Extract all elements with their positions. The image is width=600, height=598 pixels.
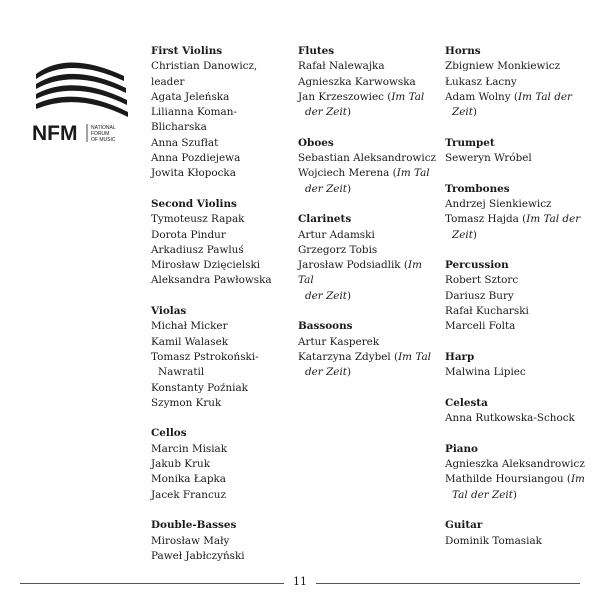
member-entry xyxy=(151,534,291,549)
member-name: Grzegorz Tobis xyxy=(298,243,378,256)
member-entry xyxy=(445,90,585,121)
member-line xyxy=(445,411,585,426)
member-line xyxy=(151,151,291,166)
member-entry xyxy=(298,350,438,381)
member-name: Jowita Kłopocka xyxy=(151,167,236,180)
member-name: Mirosław Dzięcielski xyxy=(151,259,261,272)
member-name: Agnieszka Karwowska xyxy=(298,75,416,88)
section xyxy=(445,136,585,167)
logo-line3: OF MUSIC xyxy=(91,137,116,143)
member-line xyxy=(151,488,291,503)
member-line xyxy=(298,75,438,90)
member-entry xyxy=(445,273,585,288)
member-name: Sebastian Aleksandrowicz xyxy=(298,152,437,165)
member-line xyxy=(151,136,291,151)
member-note: Im Tal xyxy=(298,259,422,287)
member-name: Katarzyna Zdybel ( xyxy=(298,350,399,363)
member-name: Jarosław Podsiadlik ( xyxy=(298,259,408,272)
member-entry xyxy=(445,75,585,90)
member-name: Jakub Kruk xyxy=(151,458,211,471)
member-note: der Zeit xyxy=(305,106,347,119)
section-title: Trombones xyxy=(445,182,510,195)
member-entry xyxy=(151,335,291,350)
member-note: Im Tal xyxy=(391,90,425,103)
member-name: Nawratil xyxy=(158,366,205,379)
member-note: Zeit xyxy=(452,106,473,119)
member-name: Monika Łapka xyxy=(151,473,226,486)
member-entry xyxy=(151,136,291,151)
member-line xyxy=(445,90,585,105)
member-line xyxy=(298,335,438,350)
member-name: Andrzej Sienkiewicz xyxy=(445,197,552,210)
section-title: Percussion xyxy=(445,259,509,272)
member-name: Lilianna Koman-Blicharska xyxy=(151,106,237,134)
member-line xyxy=(445,197,585,212)
member-name: Łukasz Łacny xyxy=(445,75,517,88)
page-number: 11 xyxy=(293,575,307,588)
member-entry xyxy=(151,319,291,334)
logo-abbr: NFM xyxy=(32,122,78,145)
section-title: Piano xyxy=(445,442,478,455)
logo-line2: FORUM xyxy=(91,131,110,137)
member-entry xyxy=(151,457,291,472)
section-title: Horns xyxy=(445,45,481,57)
column-strings xyxy=(151,44,291,579)
member-name: Konstanty Poźniak xyxy=(151,381,248,394)
member-line xyxy=(298,228,438,243)
member-name: Marcin Misiak xyxy=(151,442,228,455)
member-entry xyxy=(445,472,585,503)
member-entry xyxy=(298,335,438,350)
logo-waves-icon xyxy=(36,62,128,117)
member-line xyxy=(151,258,291,273)
member-entry xyxy=(445,365,585,380)
member-line xyxy=(151,59,291,90)
member-line xyxy=(151,212,291,227)
member-name: Arkadiusz Pawluś xyxy=(151,243,244,256)
member-name: Szymon Kruk xyxy=(151,396,222,409)
member-entry xyxy=(151,243,291,258)
member-line xyxy=(151,472,291,487)
member-entry xyxy=(298,151,438,166)
member-name: Mathilde Hoursiangou ( xyxy=(445,473,571,486)
section-title: Violas xyxy=(151,305,187,318)
member-name: Malwina Lipiec xyxy=(445,366,526,379)
nfm-logo xyxy=(28,44,138,154)
member-note: Im Tal der xyxy=(526,213,581,226)
member-line xyxy=(445,457,585,472)
member-line xyxy=(445,59,585,74)
member-line xyxy=(445,289,585,304)
member-line xyxy=(298,243,438,258)
member-name: Rafał Kucharski xyxy=(445,305,529,318)
member-line xyxy=(298,350,438,365)
member-line xyxy=(445,488,585,503)
member-line xyxy=(445,212,585,227)
member-entry xyxy=(298,228,438,243)
member-note: der Zeit xyxy=(305,289,347,302)
member-name: Artur Kasperek xyxy=(298,335,380,348)
member-note-close: ) xyxy=(472,106,477,119)
member-line xyxy=(151,442,291,457)
member-note-close: ) xyxy=(346,106,352,119)
section xyxy=(151,197,291,289)
section-title: Double-Basses xyxy=(151,519,237,532)
section xyxy=(151,44,291,182)
member-name: Adam Wolny ( xyxy=(445,90,518,103)
section xyxy=(445,350,585,381)
member-entry xyxy=(151,350,291,381)
member-entry xyxy=(298,258,438,304)
member-name: Anna Rutkowska-Schock xyxy=(445,412,575,425)
member-entry xyxy=(445,212,585,243)
member-line xyxy=(445,273,585,288)
member-entry xyxy=(151,105,291,136)
member-line xyxy=(151,381,291,396)
footer-rule-left xyxy=(20,583,284,584)
member-entry xyxy=(445,151,585,166)
member-entry xyxy=(151,442,291,457)
member-entry xyxy=(151,59,291,90)
member-entry xyxy=(445,457,585,472)
member-entry xyxy=(445,534,585,549)
section-title: Guitar xyxy=(445,519,483,532)
column-woodwinds xyxy=(298,44,438,396)
member-name: Tomasz Pstrokoński- xyxy=(151,350,259,363)
member-line xyxy=(151,228,291,243)
member-note: der Zeit xyxy=(305,366,347,379)
member-entry xyxy=(151,228,291,243)
member-name: Dominik Tomasiak xyxy=(445,534,542,547)
column-brass-percussion xyxy=(445,44,585,564)
member-line xyxy=(151,166,291,181)
member-name: Seweryn Wróbel xyxy=(445,152,532,165)
member-note: Zeit xyxy=(452,228,473,241)
section xyxy=(298,44,438,120)
section-title: Harp xyxy=(445,350,475,363)
member-note: Im xyxy=(570,473,585,486)
member-line xyxy=(298,59,438,74)
member-entry xyxy=(445,319,585,334)
member-line xyxy=(151,396,291,411)
member-line xyxy=(151,350,291,365)
member-line xyxy=(445,75,585,90)
member-line xyxy=(445,365,585,380)
section xyxy=(445,258,585,334)
member-note: Im Tal xyxy=(396,167,430,180)
member-line xyxy=(151,105,291,136)
member-entry xyxy=(151,488,291,503)
member-line xyxy=(298,105,438,120)
section-title: Cellos xyxy=(151,427,187,440)
member-name: Aleksandra Pawłowska xyxy=(151,274,272,287)
member-name: Paweł Jabłczyński xyxy=(151,549,245,562)
member-name: Michał Micker xyxy=(151,320,228,333)
member-name: Anna Pozdiejewa xyxy=(151,152,241,165)
section xyxy=(151,426,291,502)
member-entry xyxy=(445,197,585,212)
member-note-close: ) xyxy=(346,366,352,379)
section xyxy=(151,304,291,411)
section-title: Trumpet xyxy=(445,136,495,149)
member-note: Im Tal xyxy=(398,350,431,363)
member-line xyxy=(445,151,585,166)
member-line xyxy=(298,289,438,304)
member-entry xyxy=(151,258,291,273)
member-line xyxy=(298,151,438,166)
member-line xyxy=(298,365,438,380)
section xyxy=(445,518,585,549)
member-line xyxy=(151,243,291,258)
member-name: Robert Sztorc xyxy=(445,274,519,287)
section-title: Second Violins xyxy=(151,197,237,210)
section xyxy=(445,182,585,243)
member-name: Anna Szufłat xyxy=(151,136,219,149)
member-entry xyxy=(298,166,438,197)
member-note: Im Tal der xyxy=(517,90,572,103)
member-line xyxy=(445,228,585,243)
member-line xyxy=(151,90,291,105)
member-name: Artur Adamski xyxy=(298,228,375,241)
member-line xyxy=(151,457,291,472)
member-entry xyxy=(151,273,291,288)
member-line xyxy=(445,319,585,334)
member-name: Dariusz Bury xyxy=(445,289,514,302)
member-name: Christian Danowicz, leader xyxy=(151,60,258,88)
member-entry xyxy=(151,549,291,564)
member-entry xyxy=(151,212,291,227)
footer-rule-right xyxy=(316,583,580,584)
member-line xyxy=(151,335,291,350)
member-entry xyxy=(151,381,291,396)
member-name: Mirosław Mały xyxy=(151,534,230,547)
section xyxy=(151,518,291,564)
member-line xyxy=(298,258,438,289)
section-title: Clarinets xyxy=(298,213,352,226)
member-line xyxy=(445,304,585,319)
member-name: Tomasz Hajda ( xyxy=(445,213,527,226)
section-title: First Violins xyxy=(151,45,223,57)
member-note-close: ) xyxy=(346,182,352,195)
member-line xyxy=(445,105,585,120)
member-entry xyxy=(298,75,438,90)
member-entry xyxy=(298,90,438,121)
section-title: Celesta xyxy=(445,396,488,409)
member-note-close: ) xyxy=(512,488,517,501)
member-line xyxy=(151,273,291,288)
member-entry xyxy=(445,289,585,304)
logo-line1: NATIONAL xyxy=(91,125,116,131)
member-line xyxy=(151,534,291,549)
member-name: Wojciech Merena ( xyxy=(298,167,397,180)
member-name: Tymoteusz Rapak xyxy=(151,213,245,226)
member-entry xyxy=(298,243,438,258)
member-line xyxy=(445,472,585,487)
section xyxy=(298,136,438,197)
member-line xyxy=(298,182,438,197)
member-name: Kamil Walasek xyxy=(151,335,229,348)
section xyxy=(445,396,585,427)
member-name: Agata Jeleńska xyxy=(151,90,230,103)
member-note-close: ) xyxy=(346,289,352,302)
member-entry xyxy=(151,90,291,105)
section xyxy=(298,319,438,380)
member-name: Marceli Folta xyxy=(445,320,516,333)
member-entry xyxy=(445,304,585,319)
member-entry xyxy=(151,396,291,411)
member-name: Dorota Pindur xyxy=(151,228,226,241)
member-entry xyxy=(151,472,291,487)
member-line xyxy=(298,90,438,105)
member-name: Jacek Francuz xyxy=(151,488,226,501)
member-line xyxy=(151,319,291,334)
member-name: Jan Krzeszowiec ( xyxy=(298,90,392,103)
member-entry xyxy=(445,59,585,74)
member-entry xyxy=(151,166,291,181)
section-title: Flutes xyxy=(298,45,335,57)
member-note: Tal der Zeit xyxy=(452,488,513,501)
member-entry xyxy=(298,59,438,74)
member-line xyxy=(151,549,291,564)
member-line xyxy=(298,166,438,181)
member-line xyxy=(445,534,585,549)
member-name: Zbigniew Monkiewicz xyxy=(445,60,561,73)
section-title: Bassoons xyxy=(298,320,353,333)
section xyxy=(445,44,585,120)
section xyxy=(298,212,438,304)
section xyxy=(445,442,585,503)
member-line xyxy=(151,365,291,380)
member-entry xyxy=(445,411,585,426)
section-title: Oboes xyxy=(298,136,334,149)
member-note: der Zeit xyxy=(305,182,347,195)
member-note-close: ) xyxy=(472,228,477,241)
member-name: Rafał Nalewajka xyxy=(298,60,385,73)
member-name: Agnieszka Aleksandrowicz xyxy=(445,458,585,471)
member-entry xyxy=(151,151,291,166)
